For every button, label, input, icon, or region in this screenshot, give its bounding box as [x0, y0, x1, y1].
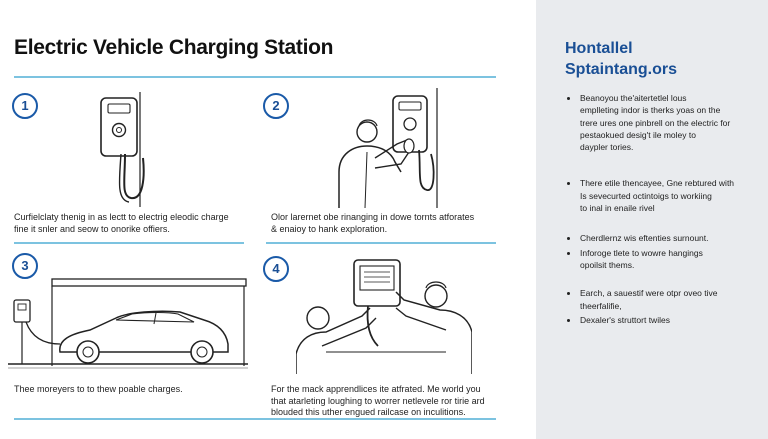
step-3-caption: Thee moreyers to to thew poable charges. — [14, 384, 183, 394]
wall-charger-illustration — [95, 92, 165, 207]
step-1-divider — [14, 242, 244, 244]
garage-car-charging-illustration — [8, 274, 248, 372]
step-2-number: 2 — [263, 93, 289, 119]
two-people-charger-illustration — [296, 256, 472, 374]
sidebar-title: Hontallel Sptaintang.ors — [565, 40, 678, 78]
sidebar-bullet: There etile thencayee, Gne rebtured with Is sevecurted octintoigs to workiing to inal in enaile rivel — [566, 177, 756, 214]
step-2-caption: Olor larernet obe rinanging in dowe tornts atforates & enaioy to hank exploration. — [271, 212, 475, 234]
sidebar-bullet: Earch, a sauestif were otpr oveo tive theerfalifie, — [566, 287, 756, 312]
step-2-divider — [266, 242, 496, 244]
sidebar-bullet: Beanoyou the'aitertetlel lous emplleting indor is therks yoas on the trere ures one pinbrell on the electric for pestaokued desig't ile moley to daypler tories. — [566, 92, 756, 153]
page-title: Electric Vehicle Charging Station — [14, 36, 334, 59]
step-1-number: 1 — [12, 93, 38, 119]
sidebar-bullet-list — [566, 92, 756, 326]
title-divider — [14, 76, 496, 78]
sidebar-bullet: Cherdlernz wis eftenties surnount. — [566, 232, 756, 244]
step-4-caption: For the mack apprendlices ite atfrated. Me world you that atarleting loughing to worrer netlevele ror tirie ard blouded this uther engued railcase on inculitions. — [271, 384, 485, 417]
step-1-caption: Curfielclaty thenig in as lectt to electrig eleodic charge fine it snler and seow to onorike offiers. — [14, 212, 229, 234]
person-plugging-charger-illustration — [325, 88, 445, 208]
step-3-number: 3 — [12, 253, 38, 279]
sidebar-bullet: Dexaler's struttort twiles — [566, 314, 756, 326]
bottom-divider — [14, 418, 496, 420]
sidebar-bullet: Inforoge tlete to wowre hangings opoilsit thems. — [566, 247, 756, 272]
step-4-number: 4 — [263, 256, 289, 282]
